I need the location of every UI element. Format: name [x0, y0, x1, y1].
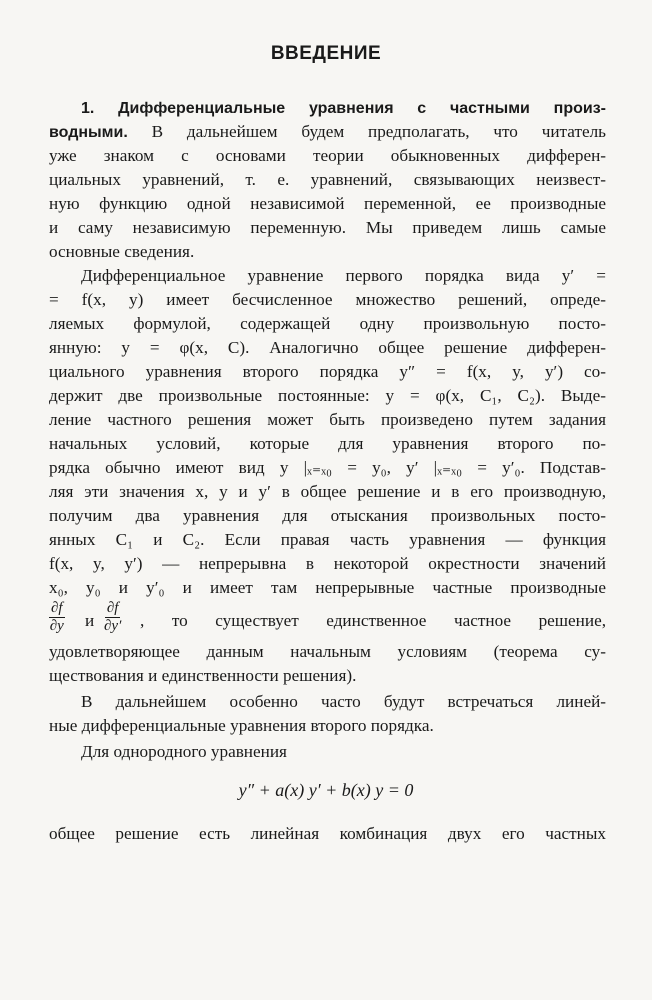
- text-line: ные дифференциальные уравнения второго порядка.: [49, 716, 434, 735]
- text-line: ляемых формулой, содержащей одну произвольную посто-: [49, 314, 606, 333]
- text-line: = f(x, y) имеет бесчисленное множество решений, опреде-: [49, 290, 606, 309]
- text-line: получим два уравнения для отыскания произвольных посто-: [49, 506, 606, 525]
- text-line: рядка обычно имеют вид y |ₓ₌ₓ₀ = y₀, y′ |ₓ₌ₓ₀ = y′₀. Подстав-: [49, 458, 606, 477]
- text-line: , то существует единственное частное решение,: [140, 611, 606, 630]
- partial-derivative-fraction: [104, 600, 121, 635]
- text-line: В дальнейшем особенно часто будут встречаться линей-: [81, 692, 606, 711]
- section-title-cont: водными.: [49, 124, 128, 141]
- conjunction-text: и: [85, 611, 95, 630]
- fraction-denominator: ∂y: [49, 618, 64, 634]
- text-line: f(x, y, y′) — непрерывна в некоторой окрестности значений: [49, 554, 606, 573]
- text-line: янных C₁ и C₂. Если правая часть уравнения — функция: [49, 530, 606, 549]
- text-line: циального уравнения второго порядка y″ = f(x, y, y′) со-: [49, 362, 606, 381]
- text-line: [49, 120, 606, 145]
- text-line: общее решение есть линейная комбинация двух его частных: [49, 824, 606, 843]
- text-line: ление частного решения может быть произведено путем задания: [49, 410, 606, 429]
- page-heading: ВВЕДЕНИЕ: [270, 43, 382, 64]
- text-line: Дифференциальное уравнение первого порядка вида y′ =: [81, 266, 606, 285]
- partial-derivative-fraction: [49, 600, 65, 635]
- fraction-numerator: ∂f: [106, 600, 119, 616]
- text-line: и саму независимую переменную. Мы приведем лишь самые: [49, 218, 606, 237]
- text-line: циальных уравнений, т. е. уравнений, связывающих неизвест-: [49, 170, 606, 189]
- text-line: начальных условий, которые для уравнения второго по-: [49, 434, 606, 453]
- text-line: удовлетворяющее данным начальным условиям (теорема су-: [49, 642, 606, 661]
- text-line: уже знаком с основами теории обыкновенных дифферен-: [49, 146, 606, 165]
- text-line: основные сведения.: [49, 242, 195, 261]
- text-line: ществования и единственности решения).: [49, 666, 357, 685]
- section-title: 1. Дифференциальные уравнения с частными произ-: [81, 100, 606, 117]
- text-line: держит две произвольные постоянные: y = φ(x, C₁, C₂). Выде-: [49, 386, 606, 405]
- fraction-numerator: ∂f: [51, 600, 63, 616]
- text-line: Для однородного уравнения: [81, 742, 287, 761]
- section-title-line: [81, 96, 606, 121]
- text-line: ную функцию одной независимой переменной, ее производные: [49, 194, 606, 213]
- text-line: ляя эти значения x, y и y′ в общее решение и в его производную,: [49, 482, 606, 501]
- text-span: В дальнейшем будем предполагать, что читатель: [127, 122, 606, 141]
- text-line: x₀, y₀ и y′₀ и имеет там непрерывные частные производные: [49, 578, 606, 597]
- display-formula: y″ + a(x) y′ + b(x) y = 0: [238, 780, 414, 800]
- fraction-denominator: ∂y′: [104, 618, 122, 634]
- text-line: янную: y = φ(x, C). Аналогично общее решение дифферен-: [49, 338, 606, 357]
